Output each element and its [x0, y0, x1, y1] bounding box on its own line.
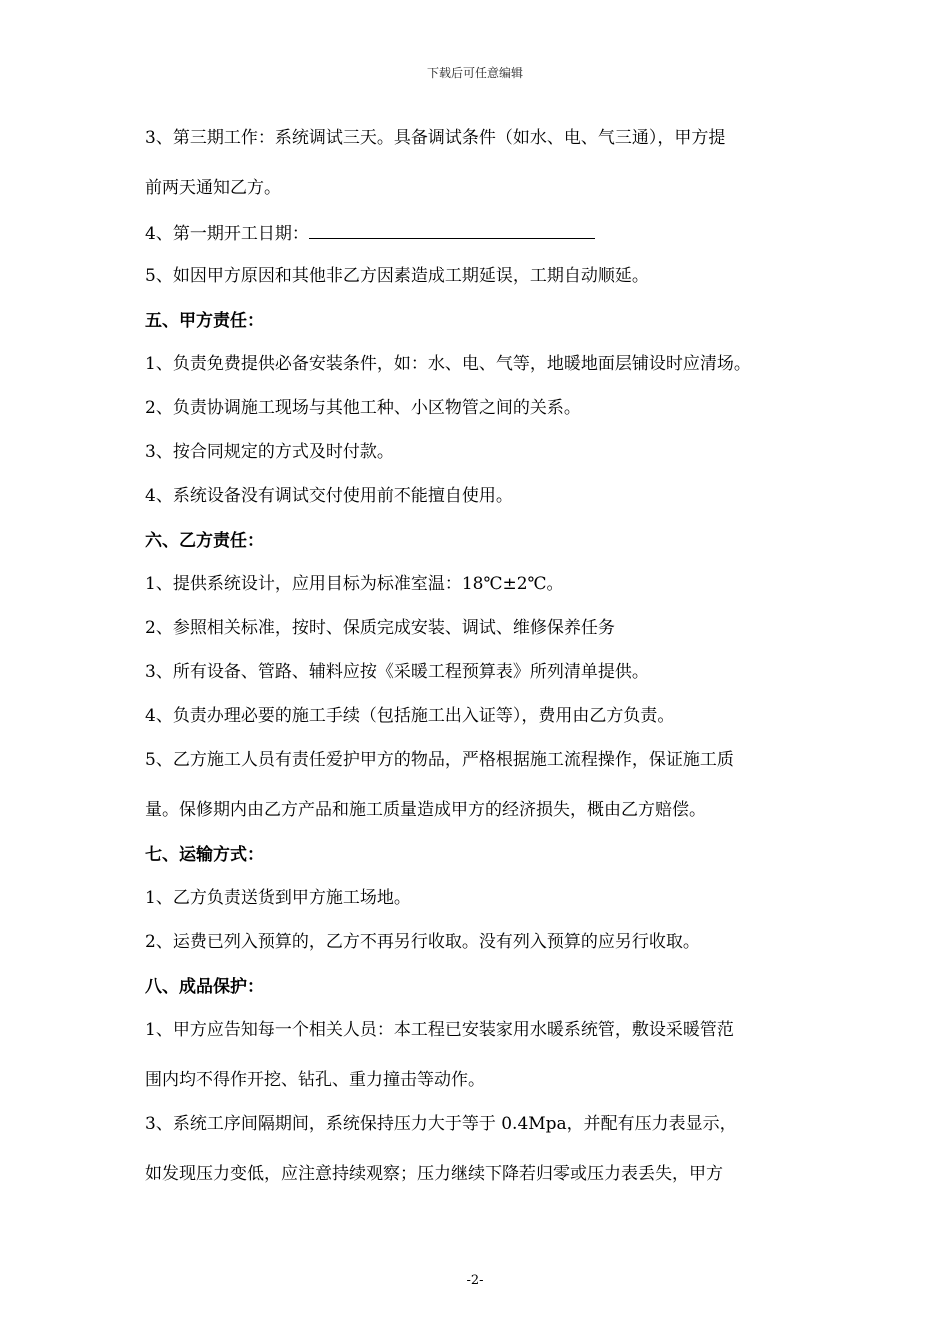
section-heading: 五、甲方责任： [145, 311, 264, 331]
text-line: 前两天通知乙方。 [145, 178, 281, 198]
text-line: 2、负责协调施工现场与其他工种、小区物管之间的关系。 [145, 398, 581, 418]
text-line: 3、第三期工作：系统调试三天。具备调试条件（如水、电、气三通），甲方提 [145, 128, 726, 148]
section-heading: 七、运输方式： [145, 845, 264, 865]
section-heading: 六、乙方责任： [145, 531, 264, 551]
text-line: 5、乙方施工人员有责任爱护甲方的物品，严格根据施工流程操作，保证施工质 [145, 750, 734, 770]
text-line: 量。保修期内由乙方产品和施工质量造成甲方的经济损失，概由乙方赔偿。 [145, 800, 706, 820]
text-line: 1、提供系统设计，应用目标为标准室温：18℃±2℃。 [145, 574, 564, 594]
text-line: 4、系统设备没有调试交付使用前不能擅自使用。 [145, 486, 513, 506]
page-header: 下载后可任意编辑 [426, 66, 523, 80]
text-line: 1、甲方应告知每一个相关人员：本工程已安装家用水暖系统管，敷设采暖管范 [145, 1020, 734, 1040]
text-line: 3、按合同规定的方式及时付款。 [145, 442, 394, 462]
text-line: 1、乙方负责送货到甲方施工场地。 [145, 888, 411, 908]
text-line: 4、负责办理必要的施工手续（包括施工出入证等），费用由乙方负责。 [145, 706, 675, 726]
page-number: -2- [466, 1273, 484, 1288]
text-line: 围内均不得作开挖、钻孔、重力撞击等动作。 [145, 1070, 485, 1090]
text-line: 如发现压力变低，应注意持续观察；压力继续下降若归零或压力表丢失，甲方 [145, 1164, 723, 1184]
text-line: 1、负责免费提供必备安装条件，如：水、电、气等，地暖地面层铺设时应清场。 [145, 354, 751, 374]
text-line: 3、系统工序间隔期间，系统保持压力大于等于 0.4Mpa，并配有压力表显示， [145, 1114, 737, 1134]
text-line: 4、第一期开工日期： [145, 220, 595, 246]
blank-underline [309, 220, 595, 239]
text-line: 2、运费已列入预算的，乙方不再另行收取。没有列入预算的应另行收取。 [145, 932, 700, 952]
text-line: 2、参照相关标准，按时、保质完成安装、调试、维修保养任务 [145, 618, 615, 638]
text-line: 5、如因甲方原因和其他非乙方因素造成工期延误，工期自动顺延。 [145, 266, 649, 286]
text-line: 3、所有设备、管路、辅料应按《采暖工程预算表》所列清单提供。 [145, 662, 649, 682]
section-heading: 八、成品保护： [145, 977, 264, 997]
